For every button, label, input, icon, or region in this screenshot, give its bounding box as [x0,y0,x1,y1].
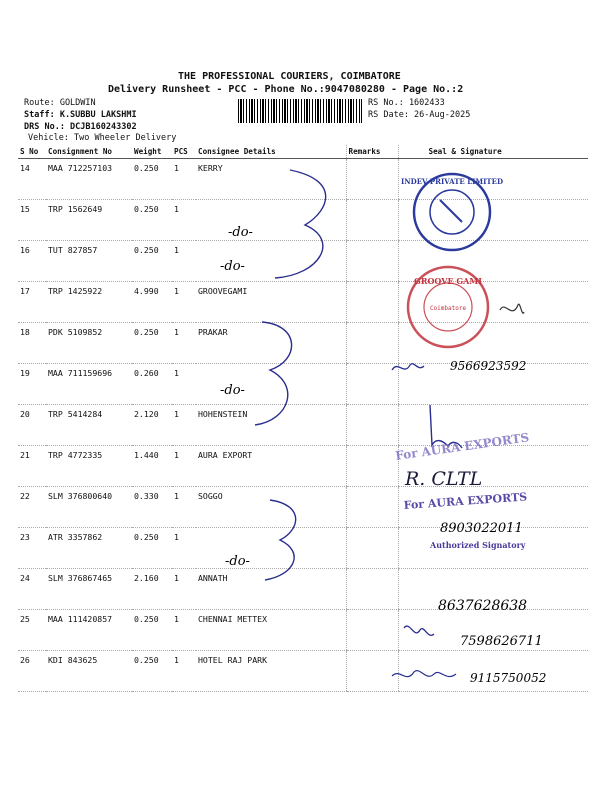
consignee-cell: HOTEL RAJ PARK [196,651,346,692]
pcs-cell: 1 [172,241,196,282]
consignment-cell: PDK 5109852 [46,323,132,364]
weight-cell: 0.250 [132,323,172,364]
indev-stamp [401,174,503,250]
groovegami-stamp-text: GROOVE GAMI [413,276,483,286]
pcs-cell: 1 [172,405,196,446]
consignment-cell: TRP 1562649 [46,200,132,241]
ditto-mark-3: -do- [220,383,245,398]
consignment-cell: TRP 4772335 [46,446,132,487]
rs-date: RS Date: 26-Aug-2025 [368,110,471,120]
pcs-cell: 1 [172,323,196,364]
sno-cell: 25 [18,610,46,651]
sno-cell: 17 [18,282,46,323]
ditto-brace-2 [255,322,292,425]
weight-cell: 2.160 [132,569,172,610]
signature-17 [500,304,524,313]
weight-cell: 0.250 [132,528,172,569]
signature-18 [392,364,424,370]
runsheet-title: Delivery Runsheet - PCC - Phone No.:9047080280 - Page No.:2 [108,84,464,95]
sno-cell: 23 [18,528,46,569]
sno-cell: 24 [18,569,46,610]
ditto-brace-1 [275,170,326,278]
col-remarks: Remarks [346,145,398,159]
consignment-cell: KDI 843625 [46,651,132,692]
groovegami-stamp [408,267,488,347]
sno-cell: 26 [18,651,46,692]
sno-cell: 18 [18,323,46,364]
weight-cell: 4.990 [132,282,172,323]
consignee-cell: AURA EXPORT [196,446,346,487]
sno-cell: 20 [18,405,46,446]
weight-cell: 0.260 [132,364,172,405]
ditto-mark-4: -do- [225,554,250,569]
col-consignee: Consignee Details [196,145,346,159]
initials-21: R. CLTL [405,468,483,490]
weight-cell: 0.250 [132,241,172,282]
weight-cell: 0.250 [132,159,172,200]
signature-25 [404,626,434,635]
pcs-cell: 1 [172,282,196,323]
consignment-cell: SLM 376867465 [46,569,132,610]
consignment-cell: TRP 5414284 [46,405,132,446]
aura-stamp-1: For AURA EXPORTS [394,430,531,463]
phone-24: 8637628638 [438,598,528,614]
ditto-mark-2: -do- [220,259,245,274]
pcs-cell: 1 [172,651,196,692]
ditto-brace-3 [265,500,296,580]
pcs-cell: 1 [172,200,196,241]
consignee-cell: PRAKAR [196,323,346,364]
weight-cell: 0.330 [132,487,172,528]
col-pcs: PCS [172,145,196,159]
weight-cell: 1.440 [132,446,172,487]
consignment-cell: MAA 711159696 [46,364,132,405]
sno-cell: 16 [18,241,46,282]
weight-cell: 0.250 [132,610,172,651]
company-title: THE PROFESSIONAL COURIERS, COIMBATORE [178,71,401,82]
consignment-cell: MAA 712257103 [46,159,132,200]
weight-cell: 2.120 [132,405,172,446]
weight-cell: 0.250 [132,200,172,241]
col-sno: S No [18,145,46,159]
ditto-mark-1: -do- [228,225,253,240]
sno-cell: 22 [18,487,46,528]
consignee-cell: SOGGO [196,487,346,528]
sno-cell: 14 [18,159,46,200]
staff: Staff: K.SUBBU LAKSHMI [24,110,137,120]
pcs-cell: 1 [172,364,196,405]
weight-cell: 0.250 [132,651,172,692]
pcs-cell: 1 [172,159,196,200]
phone-22: 8903022011 [440,521,523,536]
col-consignment: Consignment No [46,145,132,159]
rs-number: RS No.: 1602433 [368,98,445,108]
indev-stamp-text: INDEV PRIVATE LIMITED [400,177,504,186]
vehicle: Vehicle: Two Wheeler Delivery [28,133,177,143]
groovegami-stamp-city: Coimbatore [429,305,467,312]
pcs-cell: 1 [172,487,196,528]
pcs-cell: 1 [172,446,196,487]
aura-authorized: Authorized Signatory [430,540,526,550]
consignee-cell: HOHENSTEIN [196,405,346,446]
consignment-cell: TUT 827857 [46,241,132,282]
consignment-cell: TRP 1425922 [46,282,132,323]
signature-26 [392,671,456,677]
consignment-cell: ATR 3357862 [46,528,132,569]
drs-number: DRS No.: DCJB160243302 [24,122,137,132]
phone-25: 7598626711 [460,634,543,649]
consignee-cell: ANNATH [196,569,346,610]
col-weight: Weight [132,145,172,159]
consignee-cell: CHENNAI METTEX [196,610,346,651]
consignee-cell: GROOVEGAMI [196,282,346,323]
consignment-cell: MAA 111420857 [46,610,132,651]
sno-cell: 19 [18,364,46,405]
pcs-cell: 1 [172,610,196,651]
phone-18: 9566923592 [450,359,527,373]
pcs-cell: 1 [172,569,196,610]
consignment-cell: SLM 376800640 [46,487,132,528]
aura-stamp-2: For AURA EXPORTS [403,490,528,512]
consignee-cell: KERRY [196,159,346,200]
sno-cell: 15 [18,200,46,241]
pcs-cell: 1 [172,528,196,569]
phone-26: 9115750052 [470,671,547,685]
col-seal: Seal & Signature [398,145,588,159]
route: Route: GOLDWIN [24,98,96,108]
sno-cell: 21 [18,446,46,487]
